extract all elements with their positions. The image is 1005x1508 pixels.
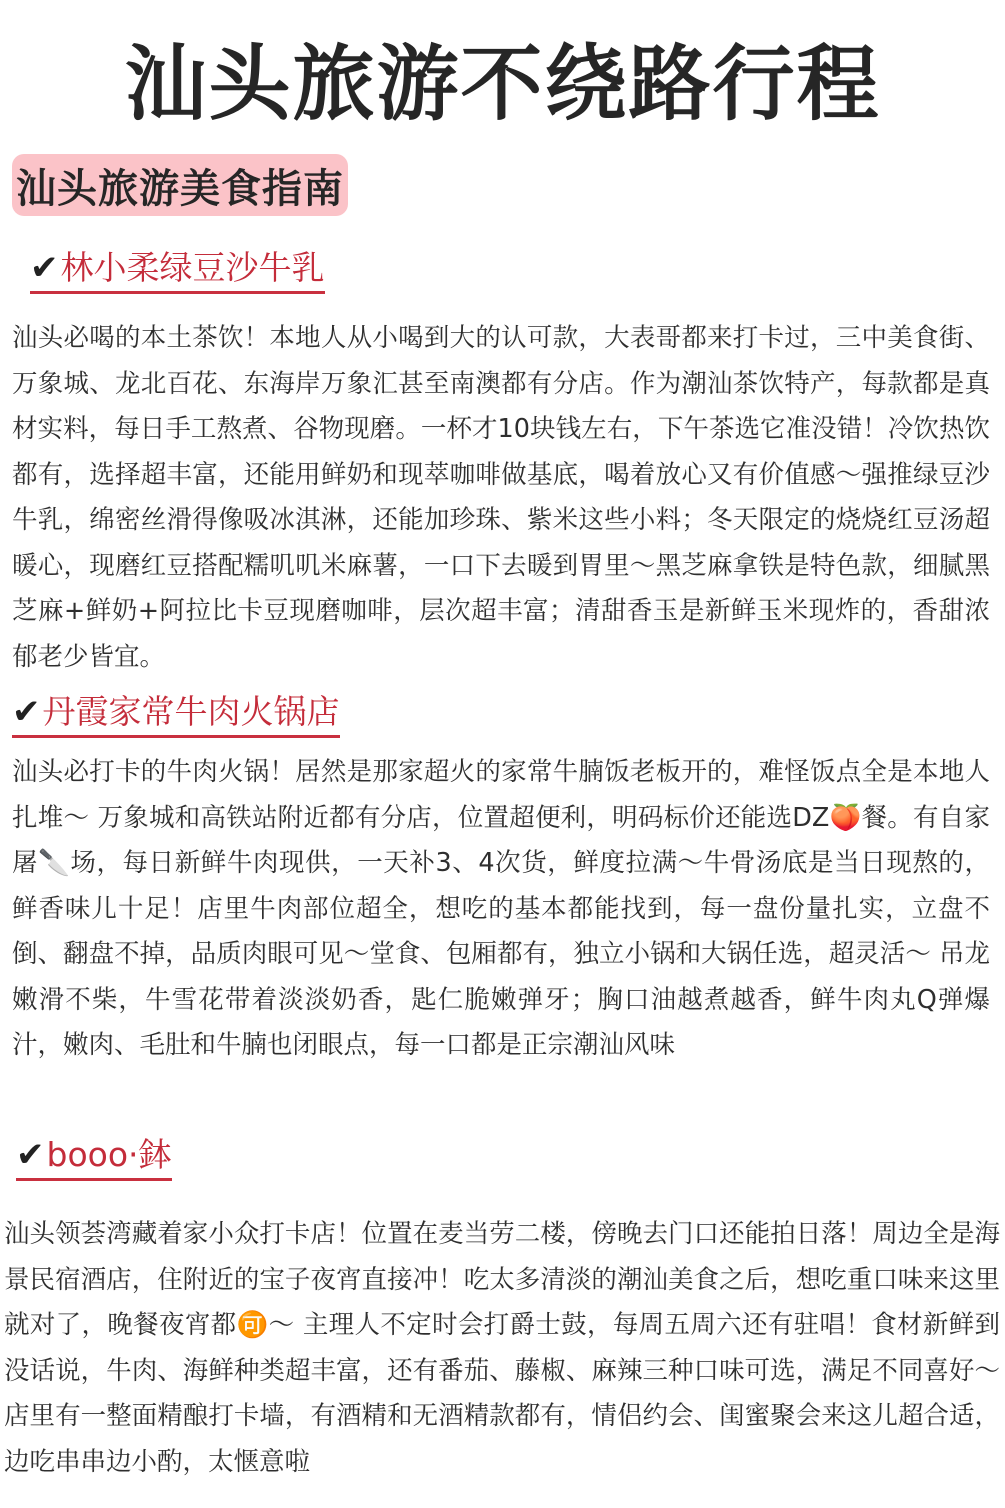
subtitle: 汕头旅游美食指南 xyxy=(16,165,344,212)
section-heading-3 xyxy=(16,1135,172,1181)
section-body: 汕头领荟湾藏着家小众打卡店！位置在麦当劳二楼，傍晚去门口还能拍日落！周边全是海景民宿酒店，住附近的宝子夜宵直接冲！吃太多清淡的潮汕美食之后，想吃重口味来这里就对了，晚餐夜宵都🉑～ 主理人不定时会打爵士鼓，每周五周六还有驻唱！食材新鲜到没话说，牛肉、海鲜种类超丰富，还有番茄、藤椒、麻辣三种口味可选，满足不同喜好～ 店里有一整面精酿打卡墙，有酒精和无酒精款都有，情侣约会、闺蜜聚会来这儿超合适，边吃串串边小酌，太惬意啦 xyxy=(4,1219,1000,1477)
section-body: 汕头必喝的本土茶饮！本地人从小喝到大的认可款，大表哥都来打卡过，三中美食街、万象城、龙北百花、东海岸万象汇甚至南澳都有分店。作为潮汕茶饮特产，每款都是真材实料，每日手工熬煮、谷物现磨。一杯才10块钱左右，下午茶选它准没错！冷饮热饮都有，选择超丰富，还能用鲜奶和现萃咖啡做基底，喝着放心又有价值感～强推绿豆沙牛乳，绵密丝滑得像吸冰淇淋，还能加珍珠、紫米这些小料；冬天限定的烧烧红豆汤超暖心，现磨红豆搭配糯叽叽米麻薯，一口下去暖到胃里～黑芝麻拿铁是特色款，细腻黑芝麻+鲜奶+阿拉比卡豆现磨咖啡，层次超丰富；清甜香玉是新鲜玉米现炸的，香甜浓郁老少皆宜。 xyxy=(12,323,990,672)
section-title: 丹霞家常牛肉火锅店 xyxy=(42,692,340,731)
checkmark-icon: ✔ xyxy=(30,248,59,288)
section-body: 汕头必打卡的牛肉火锅！居然是那家超火的家常牛腩饭老板开的，难怪饭点全是本地人扎堆～ 万象城和高铁站附近都有分店，位置超便利，明码标价还能选DZ🍑餐。有自家屠🔪场，每日新鲜牛肉现供，一天补3、4次货，鲜度拉满～牛骨汤底是当日现熬的，鲜香味儿十足！店里牛肉部位超全，想吃的基本都能找到，每一盘份量扎实，立盘不倒、翻盘不掉，品质肉眼可见～堂食、包厢都有，独立小锅和大锅任选，超灵活～ 吊龙嫩滑不柴，牛雪花带着淡淡奶香，匙仁脆嫩弹牙；胸口油越煮越香，鲜牛肉丸Q弹爆汁，嫩肉、毛肚和牛腩也闭眼点，每一口都是正宗潮汕风味 xyxy=(12,757,990,1060)
checkmark-icon: ✔ xyxy=(12,692,41,732)
section-heading-1 xyxy=(30,248,325,294)
subtitle-highlight xyxy=(12,154,348,216)
checkmark-icon: ✔ xyxy=(16,1135,45,1175)
section-heading-2 xyxy=(12,692,340,738)
section-title: booo·鉢 xyxy=(46,1135,172,1174)
section-title: 林小柔绿豆沙牛乳 xyxy=(60,248,325,287)
page-title: 汕头旅游不绕路行程 xyxy=(124,37,881,132)
